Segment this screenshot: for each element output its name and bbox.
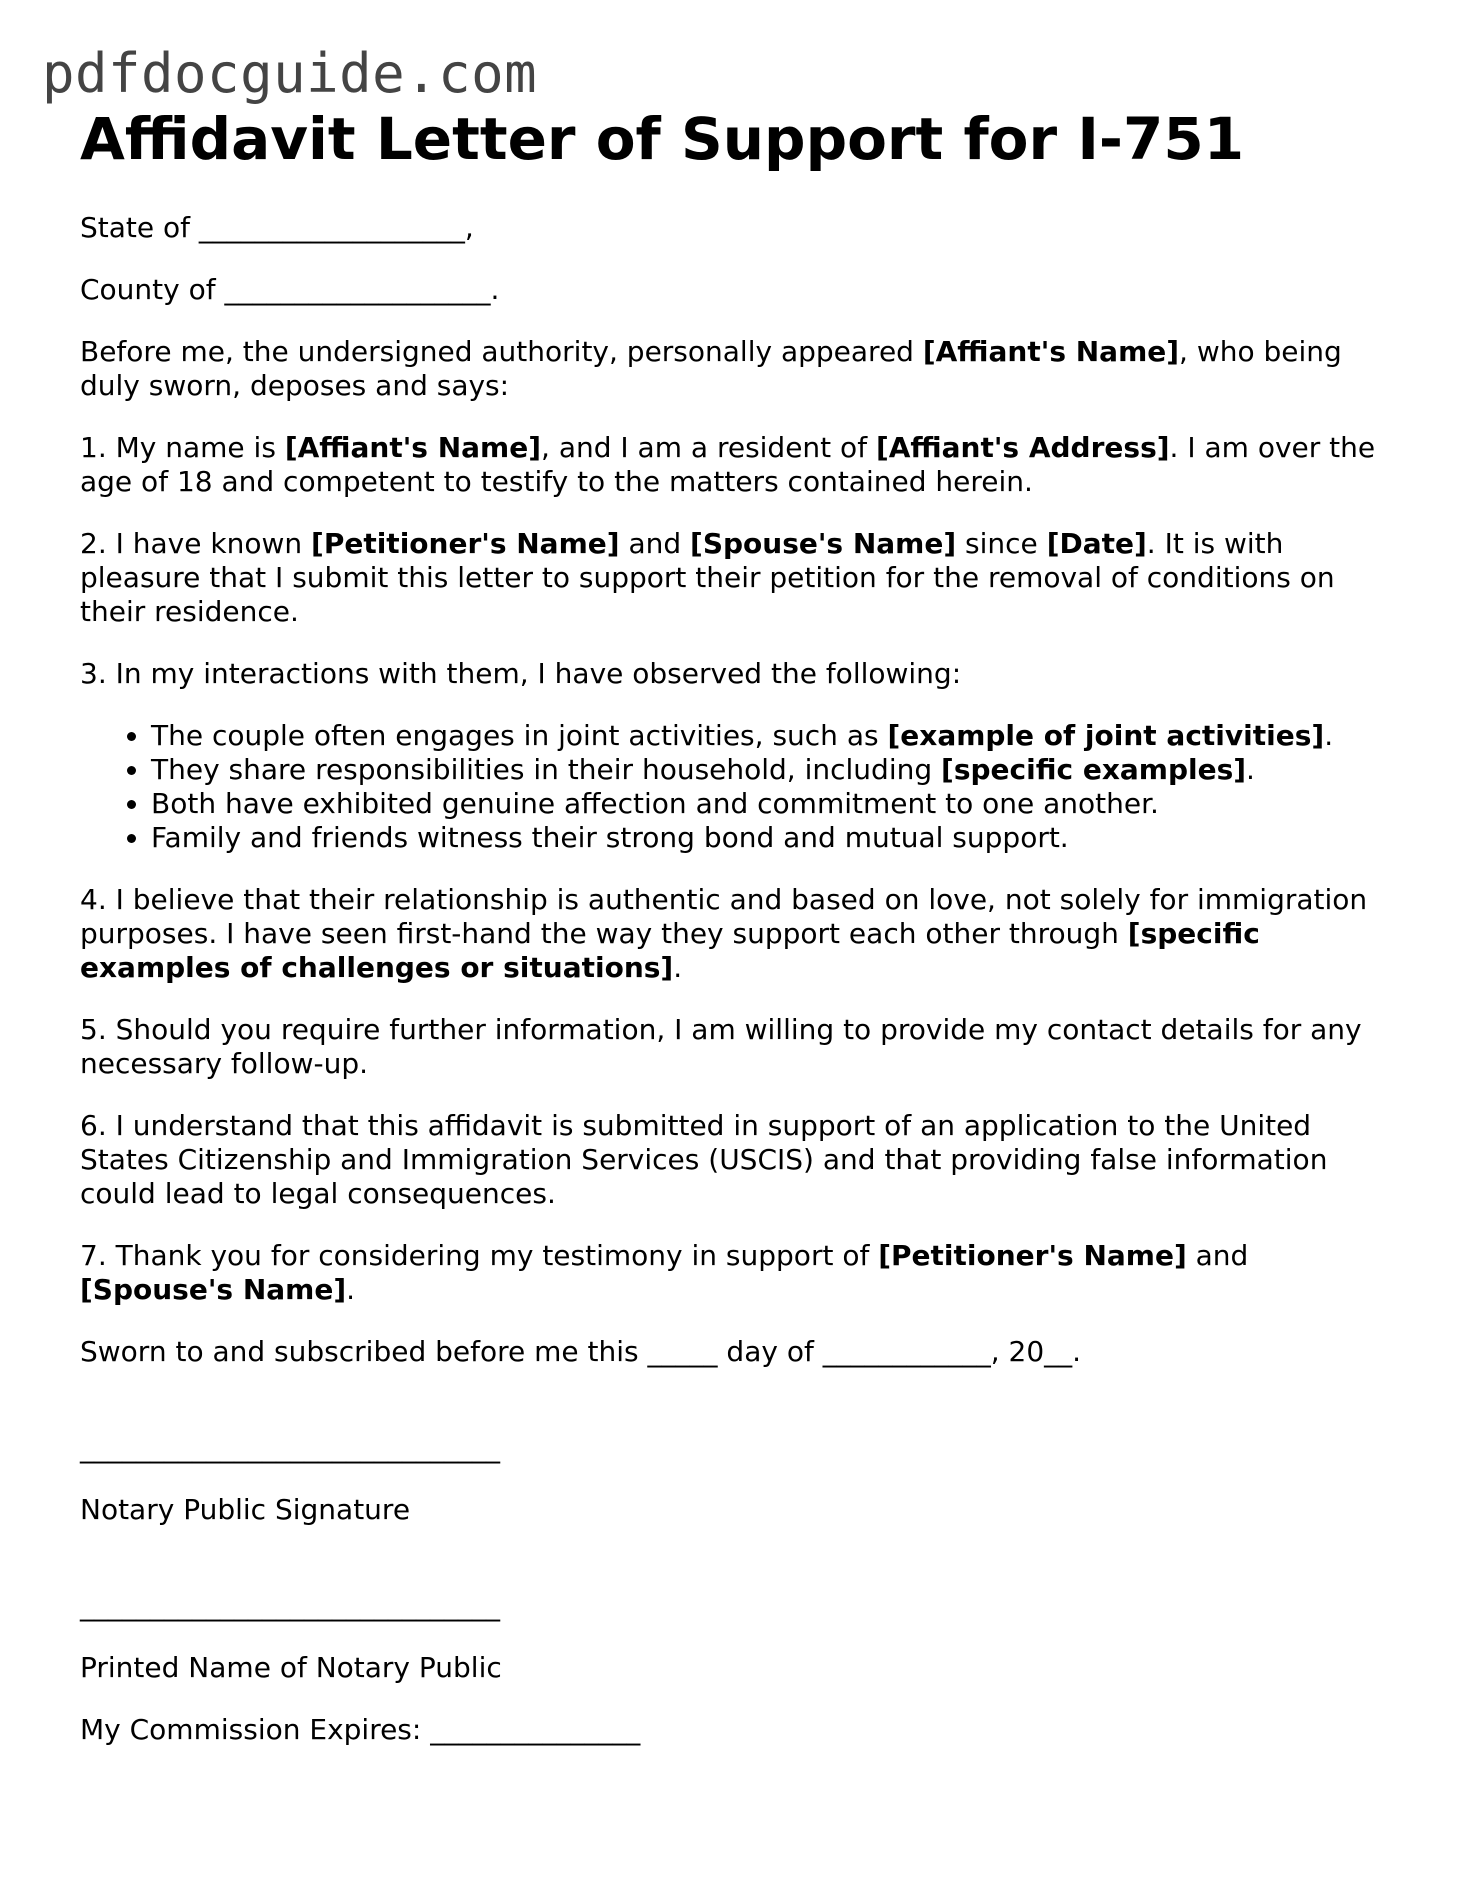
challenges-placeholder: [specific examples of challenges or situations] xyxy=(80,917,1260,984)
affiant-address-placeholder: [Affiant's Address] xyxy=(875,431,1170,464)
list-item-text: . xyxy=(1246,753,1255,786)
spouse-name-placeholder: [Spouse's Name] xyxy=(690,527,957,560)
p2-text: since xyxy=(956,527,1047,560)
date-placeholder: [Date] xyxy=(1046,527,1147,560)
intro-text-end: , who being duly sworn, deposes and says: xyxy=(80,335,1342,402)
petitioner-name-placeholder: [Petitioner's Name] xyxy=(878,1239,1187,1272)
specific-examples-placeholder: [specific examples] xyxy=(941,753,1247,786)
state-line: State of ___________________, xyxy=(80,211,474,244)
p7-text: 7. Thank you for considering my testimony in support of xyxy=(80,1239,879,1272)
p4-text: . xyxy=(673,951,683,984)
notary-printed-name-line: ______________________________ xyxy=(80,1589,500,1622)
list-item-text: The couple often engages in joint activities, such as xyxy=(151,719,888,752)
notary-printed-name-label: Printed Name of Notary Public xyxy=(80,1651,502,1684)
list-item: • Family and friends witness their strong bond and mutual support. xyxy=(151,821,1380,855)
list-item-text: . xyxy=(1324,719,1334,752)
p4-text: 4. I believe that their relationship is authentic and based on love, not solely for immigration purposes. I have seen first-hand the way they support each other through xyxy=(80,883,1368,950)
p7-text: . xyxy=(346,1273,356,1306)
p1-text: , and I am a resident of xyxy=(541,431,876,464)
p1-text: 1. My name is xyxy=(80,431,285,464)
notary-signature-line: ______________________________ xyxy=(80,1431,500,1464)
p1-text: . I am over the age of 18 and competent to testify to the matters contained herein. xyxy=(80,431,1376,498)
p7-text: and xyxy=(1186,1239,1249,1272)
petitioner-name-placeholder: [Petitioner's Name] xyxy=(311,527,620,560)
site-watermark: pdfdocguide.com xyxy=(42,42,538,105)
paragraph-4 xyxy=(80,883,1380,985)
document-title: Affidavit Letter of Support for I-751 xyxy=(80,105,1245,173)
list-item-text: They share responsibilities in their household, including xyxy=(151,753,942,786)
list-item xyxy=(151,719,1380,753)
paragraph-5: 5. Should you require further information, I am willing to provide my contact details for any necessary follow-up. xyxy=(80,1013,1362,1080)
p2-text: 2. I have known xyxy=(80,527,312,560)
affidavit-document xyxy=(80,104,1380,1775)
paragraph-7 xyxy=(80,1239,1380,1307)
p2-text: . It is with pleasure that I submit this letter to support their petition for the removal of conditions on their residence. xyxy=(80,527,1335,628)
spouse-name-placeholder: [Spouse's Name] xyxy=(80,1273,347,1306)
commission-expires-line: My Commission Expires: _______________ xyxy=(80,1713,641,1746)
paragraph-3: 3. In my interactions with them, I have observed the following: xyxy=(80,657,962,690)
county-line: County of ___________________. xyxy=(80,273,500,306)
affiant-name-placeholder: [Affiant's Name] xyxy=(922,335,1180,368)
paragraph-2 xyxy=(80,527,1380,629)
list-item xyxy=(151,753,1380,787)
intro-text: Before me, the undersigned authority, personally appeared xyxy=(80,335,923,368)
paragraph-1 xyxy=(80,431,1380,499)
observations-list xyxy=(80,719,1380,855)
list-item: • Both have exhibited genuine affection and commitment to one another. xyxy=(151,787,1380,821)
intro-paragraph xyxy=(80,335,1380,403)
notary-signature-label: Notary Public Signature xyxy=(80,1493,411,1526)
paragraph-6: 6. I understand that this affidavit is submitted in support of an application to the United States Citizenship and Immigration Services (USCIS) and that providing false information could lead to legal consequences. xyxy=(80,1109,1328,1210)
joint-activities-placeholder: [example of joint activities] xyxy=(887,719,1325,752)
affiant-name-placeholder: [Affiant's Name] xyxy=(284,431,542,464)
sworn-line: Sworn to and subscribed before me this _____ day of ____________, 20__. xyxy=(80,1335,1082,1368)
p2-text: and xyxy=(619,527,691,560)
